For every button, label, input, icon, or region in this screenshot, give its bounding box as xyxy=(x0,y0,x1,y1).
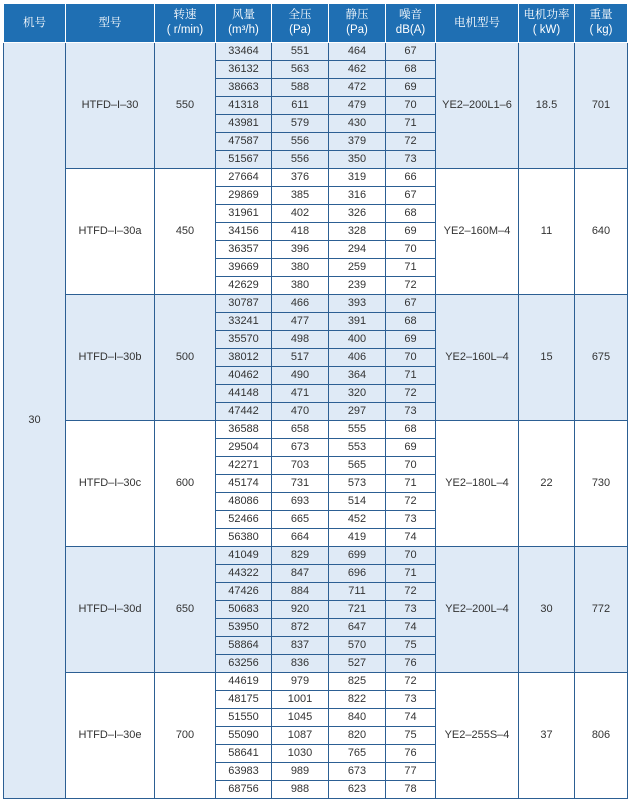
noise-cell: 75 xyxy=(386,727,436,745)
total-pressure-cell: 470 xyxy=(272,403,329,421)
static-pressure-cell: 430 xyxy=(329,115,386,133)
header-static-pressure xyxy=(329,4,386,43)
airflow-cell: 45174 xyxy=(216,475,272,493)
static-pressure-cell: 553 xyxy=(329,439,386,457)
motor-power-cell: 30 xyxy=(519,547,575,673)
airflow-cell: 41049 xyxy=(216,547,272,565)
total-pressure-cell: 731 xyxy=(272,475,329,493)
noise-cell: 68 xyxy=(386,313,436,331)
static-pressure-cell: 514 xyxy=(329,493,386,511)
table-row xyxy=(4,547,628,565)
noise-cell: 67 xyxy=(386,187,436,205)
airflow-cell: 68756 xyxy=(216,781,272,799)
airflow-cell: 51550 xyxy=(216,709,272,727)
static-pressure-cell: 391 xyxy=(329,313,386,331)
fan-spec-table xyxy=(3,3,628,799)
header-airflow-unit: (m³/h) xyxy=(228,24,259,36)
table-body xyxy=(4,43,628,799)
airflow-cell: 47587 xyxy=(216,133,272,151)
total-pressure-cell: 1045 xyxy=(272,709,329,727)
motor-power-cell: 15 xyxy=(519,295,575,421)
static-pressure-cell: 419 xyxy=(329,529,386,547)
static-pressure-cell: 294 xyxy=(329,241,386,259)
model-cell: HTFD–I–30d xyxy=(66,547,155,673)
total-pressure-cell: 490 xyxy=(272,367,329,385)
airflow-cell: 30787 xyxy=(216,295,272,313)
header-motor-model xyxy=(436,4,519,43)
noise-cell: 72 xyxy=(386,133,436,151)
noise-cell: 72 xyxy=(386,583,436,601)
total-pressure-cell: 396 xyxy=(272,241,329,259)
noise-cell: 67 xyxy=(386,43,436,61)
header-total-pressure-unit: (Pa) xyxy=(289,24,311,36)
header-model xyxy=(66,4,155,43)
speed-cell: 450 xyxy=(155,169,216,295)
noise-cell: 70 xyxy=(386,241,436,259)
airflow-cell: 29869 xyxy=(216,187,272,205)
total-pressure-cell: 556 xyxy=(272,151,329,169)
total-pressure-cell: 979 xyxy=(272,673,329,691)
total-pressure-cell: 693 xyxy=(272,493,329,511)
static-pressure-cell: 320 xyxy=(329,385,386,403)
weight-cell: 772 xyxy=(575,547,628,673)
header-airflow-label: 风量 xyxy=(232,9,255,21)
static-pressure-cell: 699 xyxy=(329,547,386,565)
model-cell: HTFD–I–30 xyxy=(66,43,155,169)
header-speed xyxy=(155,4,216,43)
weight-cell: 640 xyxy=(575,169,628,295)
noise-cell: 71 xyxy=(386,367,436,385)
airflow-cell: 58864 xyxy=(216,637,272,655)
static-pressure-cell: 297 xyxy=(329,403,386,421)
weight-cell: 701 xyxy=(575,43,628,169)
total-pressure-cell: 498 xyxy=(272,331,329,349)
table-row xyxy=(4,169,628,187)
airflow-cell: 63256 xyxy=(216,655,272,673)
header-weight xyxy=(575,4,628,43)
noise-cell: 73 xyxy=(386,691,436,709)
weight-cell: 730 xyxy=(575,421,628,547)
total-pressure-cell: 477 xyxy=(272,313,329,331)
noise-cell: 68 xyxy=(386,61,436,79)
total-pressure-cell: 517 xyxy=(272,349,329,367)
header-airflow xyxy=(216,4,272,43)
total-pressure-cell: 847 xyxy=(272,565,329,583)
total-pressure-cell: 551 xyxy=(272,43,329,61)
speed-cell: 550 xyxy=(155,43,216,169)
total-pressure-cell: 466 xyxy=(272,295,329,313)
airflow-cell: 27664 xyxy=(216,169,272,187)
noise-cell: 72 xyxy=(386,385,436,403)
header-static-pressure-label: 静压 xyxy=(345,9,369,21)
motor-power-cell: 18.5 xyxy=(519,43,575,169)
motor-power-cell: 11 xyxy=(519,169,575,295)
airflow-cell: 29504 xyxy=(216,439,272,457)
header-total-pressure xyxy=(272,4,329,43)
airflow-cell: 53950 xyxy=(216,619,272,637)
header-noise-unit: dB(A) xyxy=(395,24,426,36)
table-row xyxy=(4,295,628,313)
noise-cell: 72 xyxy=(386,277,436,295)
table-row xyxy=(4,421,628,439)
airflow-cell: 41318 xyxy=(216,97,272,115)
total-pressure-cell: 989 xyxy=(272,763,329,781)
static-pressure-cell: 239 xyxy=(329,277,386,295)
static-pressure-cell: 452 xyxy=(329,511,386,529)
static-pressure-cell: 840 xyxy=(329,709,386,727)
airflow-cell: 42271 xyxy=(216,457,272,475)
motor-model-cell: YE2–160M–4 xyxy=(436,169,519,295)
header-model-label: 型号 xyxy=(98,16,122,29)
total-pressure-cell: 836 xyxy=(272,655,329,673)
noise-cell: 66 xyxy=(386,169,436,187)
noise-cell: 68 xyxy=(386,205,436,223)
static-pressure-cell: 820 xyxy=(329,727,386,745)
model-cell: HTFD–I–30b xyxy=(66,295,155,421)
machine-no-cell: 30 xyxy=(4,43,66,799)
static-pressure-cell: 673 xyxy=(329,763,386,781)
total-pressure-cell: 579 xyxy=(272,115,329,133)
header-motor-power-label: 电机功率 xyxy=(523,9,570,21)
motor-model-cell: YE2–180L–4 xyxy=(436,421,519,547)
noise-cell: 67 xyxy=(386,295,436,313)
static-pressure-cell: 328 xyxy=(329,223,386,241)
static-pressure-cell: 565 xyxy=(329,457,386,475)
speed-cell: 500 xyxy=(155,295,216,421)
total-pressure-cell: 872 xyxy=(272,619,329,637)
motor-model-cell: YE2–255S–4 xyxy=(436,673,519,799)
total-pressure-cell: 988 xyxy=(272,781,329,799)
noise-cell: 69 xyxy=(386,79,436,97)
motor-model-cell: YE2–160L–4 xyxy=(436,295,519,421)
motor-model-cell: YE2–200L1–6 xyxy=(436,43,519,169)
airflow-cell: 36132 xyxy=(216,61,272,79)
header-motor-model-label: 电机型号 xyxy=(454,16,500,29)
model-cell: HTFD–I–30c xyxy=(66,421,155,547)
total-pressure-cell: 837 xyxy=(272,637,329,655)
static-pressure-cell: 326 xyxy=(329,205,386,223)
airflow-cell: 34156 xyxy=(216,223,272,241)
airflow-cell: 47426 xyxy=(216,583,272,601)
static-pressure-cell: 647 xyxy=(329,619,386,637)
weight-cell: 675 xyxy=(575,295,628,421)
airflow-cell: 44322 xyxy=(216,565,272,583)
static-pressure-cell: 462 xyxy=(329,61,386,79)
total-pressure-cell: 376 xyxy=(272,169,329,187)
static-pressure-cell: 721 xyxy=(329,601,386,619)
motor-power-cell: 37 xyxy=(519,673,575,799)
noise-cell: 71 xyxy=(386,475,436,493)
total-pressure-cell: 588 xyxy=(272,79,329,97)
static-pressure-cell: 527 xyxy=(329,655,386,673)
static-pressure-cell: 573 xyxy=(329,475,386,493)
airflow-cell: 42629 xyxy=(216,277,272,295)
noise-cell: 76 xyxy=(386,745,436,763)
noise-cell: 71 xyxy=(386,259,436,277)
noise-cell: 77 xyxy=(386,763,436,781)
static-pressure-cell: 393 xyxy=(329,295,386,313)
noise-cell: 70 xyxy=(386,547,436,565)
static-pressure-cell: 400 xyxy=(329,331,386,349)
noise-cell: 68 xyxy=(386,421,436,439)
static-pressure-cell: 479 xyxy=(329,97,386,115)
airflow-cell: 39669 xyxy=(216,259,272,277)
noise-cell: 72 xyxy=(386,493,436,511)
total-pressure-cell: 380 xyxy=(272,277,329,295)
noise-cell: 73 xyxy=(386,601,436,619)
noise-cell: 78 xyxy=(386,781,436,799)
static-pressure-cell: 623 xyxy=(329,781,386,799)
noise-cell: 73 xyxy=(386,511,436,529)
noise-cell: 75 xyxy=(386,637,436,655)
total-pressure-cell: 673 xyxy=(272,439,329,457)
airflow-cell: 31961 xyxy=(216,205,272,223)
total-pressure-cell: 829 xyxy=(272,547,329,565)
speed-cell: 600 xyxy=(155,421,216,547)
total-pressure-cell: 418 xyxy=(272,223,329,241)
airflow-cell: 63983 xyxy=(216,763,272,781)
total-pressure-cell: 665 xyxy=(272,511,329,529)
total-pressure-cell: 380 xyxy=(272,259,329,277)
static-pressure-cell: 379 xyxy=(329,133,386,151)
header-weight-unit: ( kg) xyxy=(589,24,613,36)
airflow-cell: 36357 xyxy=(216,241,272,259)
static-pressure-cell: 711 xyxy=(329,583,386,601)
airflow-cell: 51567 xyxy=(216,151,272,169)
airflow-cell: 38012 xyxy=(216,349,272,367)
model-cell: HTFD–I–30e xyxy=(66,673,155,799)
static-pressure-cell: 696 xyxy=(329,565,386,583)
noise-cell: 70 xyxy=(386,97,436,115)
speed-cell: 700 xyxy=(155,673,216,799)
airflow-cell: 43981 xyxy=(216,115,272,133)
airflow-cell: 40462 xyxy=(216,367,272,385)
static-pressure-cell: 765 xyxy=(329,745,386,763)
noise-cell: 69 xyxy=(386,331,436,349)
static-pressure-cell: 319 xyxy=(329,169,386,187)
total-pressure-cell: 471 xyxy=(272,385,329,403)
total-pressure-cell: 402 xyxy=(272,205,329,223)
airflow-cell: 33241 xyxy=(216,313,272,331)
total-pressure-cell: 703 xyxy=(272,457,329,475)
noise-cell: 74 xyxy=(386,619,436,637)
header-motor-power-unit: ( kW) xyxy=(532,24,561,36)
airflow-cell: 56380 xyxy=(216,529,272,547)
header-noise-label: 噪音 xyxy=(399,9,422,21)
noise-cell: 72 xyxy=(386,673,436,691)
noise-cell: 73 xyxy=(386,403,436,421)
motor-power-cell: 22 xyxy=(519,421,575,547)
header-weight-label: 重量 xyxy=(589,9,613,21)
header-speed-label: 转速 xyxy=(173,9,197,21)
total-pressure-cell: 563 xyxy=(272,61,329,79)
noise-cell: 74 xyxy=(386,529,436,547)
static-pressure-cell: 555 xyxy=(329,421,386,439)
total-pressure-cell: 385 xyxy=(272,187,329,205)
header-total-pressure-label: 全压 xyxy=(288,9,312,21)
noise-cell: 69 xyxy=(386,439,436,457)
noise-cell: 71 xyxy=(386,565,436,583)
header-motor-power xyxy=(519,4,575,43)
static-pressure-cell: 825 xyxy=(329,673,386,691)
static-pressure-cell: 350 xyxy=(329,151,386,169)
airflow-cell: 35570 xyxy=(216,331,272,349)
header-machine-no-label: 机号 xyxy=(23,16,46,29)
airflow-cell: 52466 xyxy=(216,511,272,529)
total-pressure-cell: 611 xyxy=(272,97,329,115)
motor-model-cell: YE2–200L–4 xyxy=(436,547,519,673)
header-machine-no xyxy=(4,4,66,43)
noise-cell: 70 xyxy=(386,349,436,367)
static-pressure-cell: 259 xyxy=(329,259,386,277)
header-static-pressure-unit: (Pa) xyxy=(346,24,368,36)
table-row xyxy=(4,673,628,691)
total-pressure-cell: 658 xyxy=(272,421,329,439)
airflow-cell: 58641 xyxy=(216,745,272,763)
static-pressure-cell: 472 xyxy=(329,79,386,97)
airflow-cell: 33464 xyxy=(216,43,272,61)
total-pressure-cell: 664 xyxy=(272,529,329,547)
airflow-cell: 44619 xyxy=(216,673,272,691)
speed-cell: 650 xyxy=(155,547,216,673)
weight-cell: 806 xyxy=(575,673,628,799)
total-pressure-cell: 920 xyxy=(272,601,329,619)
airflow-cell: 48175 xyxy=(216,691,272,709)
airflow-cell: 55090 xyxy=(216,727,272,745)
airflow-cell: 44148 xyxy=(216,385,272,403)
airflow-cell: 47442 xyxy=(216,403,272,421)
static-pressure-cell: 364 xyxy=(329,367,386,385)
total-pressure-cell: 1030 xyxy=(272,745,329,763)
airflow-cell: 50683 xyxy=(216,601,272,619)
model-cell: HTFD–I–30a xyxy=(66,169,155,295)
noise-cell: 70 xyxy=(386,457,436,475)
noise-cell: 73 xyxy=(386,151,436,169)
static-pressure-cell: 406 xyxy=(329,349,386,367)
static-pressure-cell: 316 xyxy=(329,187,386,205)
noise-cell: 76 xyxy=(386,655,436,673)
header-row xyxy=(4,4,628,43)
header-noise xyxy=(386,4,436,43)
noise-cell: 74 xyxy=(386,709,436,727)
noise-cell: 69 xyxy=(386,223,436,241)
noise-cell: 71 xyxy=(386,115,436,133)
airflow-cell: 36588 xyxy=(216,421,272,439)
total-pressure-cell: 1087 xyxy=(272,727,329,745)
header-speed-unit: ( r/min) xyxy=(166,24,204,36)
total-pressure-cell: 556 xyxy=(272,133,329,151)
airflow-cell: 48086 xyxy=(216,493,272,511)
total-pressure-cell: 1001 xyxy=(272,691,329,709)
table-row xyxy=(4,43,628,61)
static-pressure-cell: 570 xyxy=(329,637,386,655)
airflow-cell: 38663 xyxy=(216,79,272,97)
static-pressure-cell: 464 xyxy=(329,43,386,61)
static-pressure-cell: 822 xyxy=(329,691,386,709)
total-pressure-cell: 884 xyxy=(272,583,329,601)
